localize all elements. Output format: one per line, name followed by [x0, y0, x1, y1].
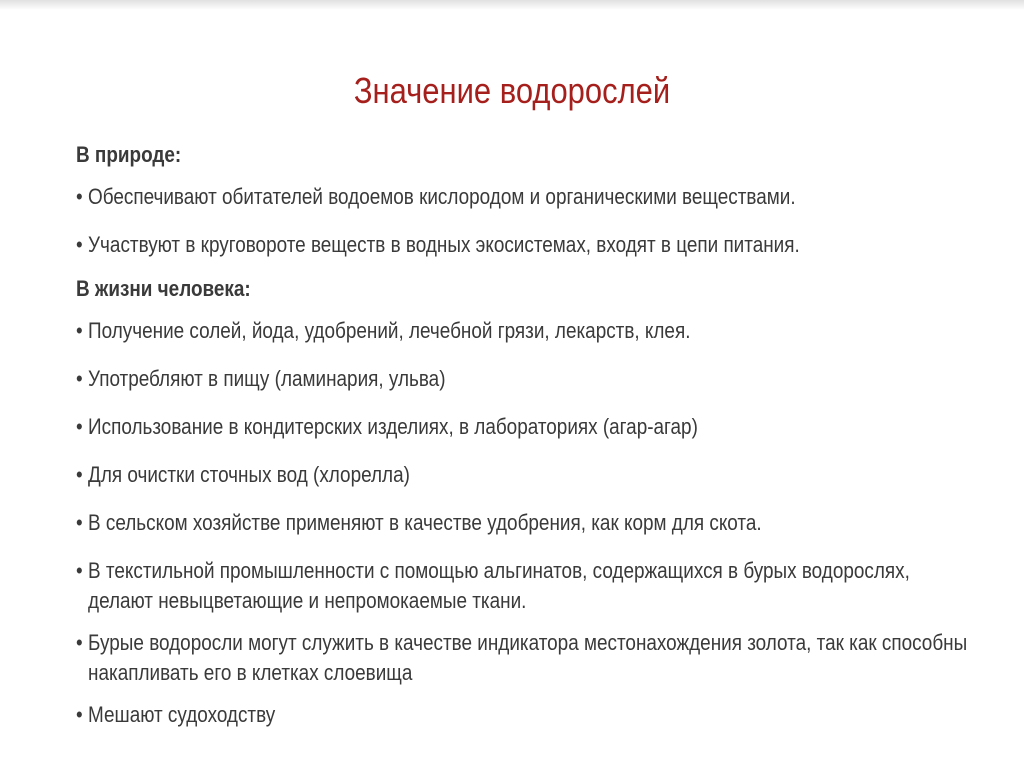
slide-content: [76, 142, 976, 730]
slide-top-shadow: [0, 0, 1024, 10]
bullet-dot-icon: •: [76, 184, 83, 209]
bullet-text: Бурые водоросли могут служить в качестве индикатора местонахождения золота, так как способны накапливать его в клетках слоевища: [88, 630, 968, 685]
bullet-item: [76, 412, 948, 442]
bullet-dot-icon: •: [76, 510, 83, 535]
bullet-item: [76, 628, 982, 688]
slide-title: Значение водорослей: [353, 70, 671, 111]
bullet-item: [76, 556, 931, 616]
bullet-item: [76, 230, 948, 260]
bullet-dot-icon: •: [76, 462, 83, 487]
bullet-item: [76, 182, 948, 212]
bullet-text: Мешают судоходству: [88, 702, 276, 727]
bullet-text: Участвуют в круговороте веществ в водных экосистемах, входят в цепи питания.: [88, 232, 800, 257]
bullet-text: Употребляют в пищу (ламинария, ульва): [88, 366, 446, 391]
bullet-dot-icon: •: [76, 232, 83, 257]
bullet-item: [76, 316, 948, 346]
section-heading-human-life: В жизни человека:: [76, 276, 251, 301]
bullet-text: Получение солей, йода, удобрений, лечебной грязи, лекарств, клея.: [88, 318, 691, 343]
bullet-dot-icon: •: [76, 414, 83, 439]
bullet-text: Для очистки сточных вод (хлорелла): [88, 462, 410, 487]
section-heading-nature: В природе:: [76, 142, 182, 167]
bullet-dot-icon: •: [76, 558, 83, 583]
bullet-text: В сельском хозяйстве применяют в качестве удобрения, как корм для скота.: [88, 510, 762, 535]
bullet-item: [76, 508, 948, 538]
bullet-dot-icon: •: [76, 702, 83, 727]
bullet-text: В текстильной промышленности с помощью альгинатов, содержащихся в бурых водорослях, делают невыцветающие и непромокаемые ткани.: [88, 558, 910, 613]
bullet-dot-icon: •: [76, 366, 83, 391]
bullet-item: [76, 364, 948, 394]
bullet-dot-icon: •: [76, 630, 83, 655]
bullet-dot-icon: •: [76, 318, 83, 343]
bullet-text: Обеспечивают обитателей водоемов кислородом и органическими веществами.: [88, 184, 796, 209]
bullet-text: Использование в кондитерских изделиях, в лабораториях (агар-агар): [88, 414, 698, 439]
bullet-item: [76, 700, 948, 730]
bullet-item: [76, 460, 948, 490]
